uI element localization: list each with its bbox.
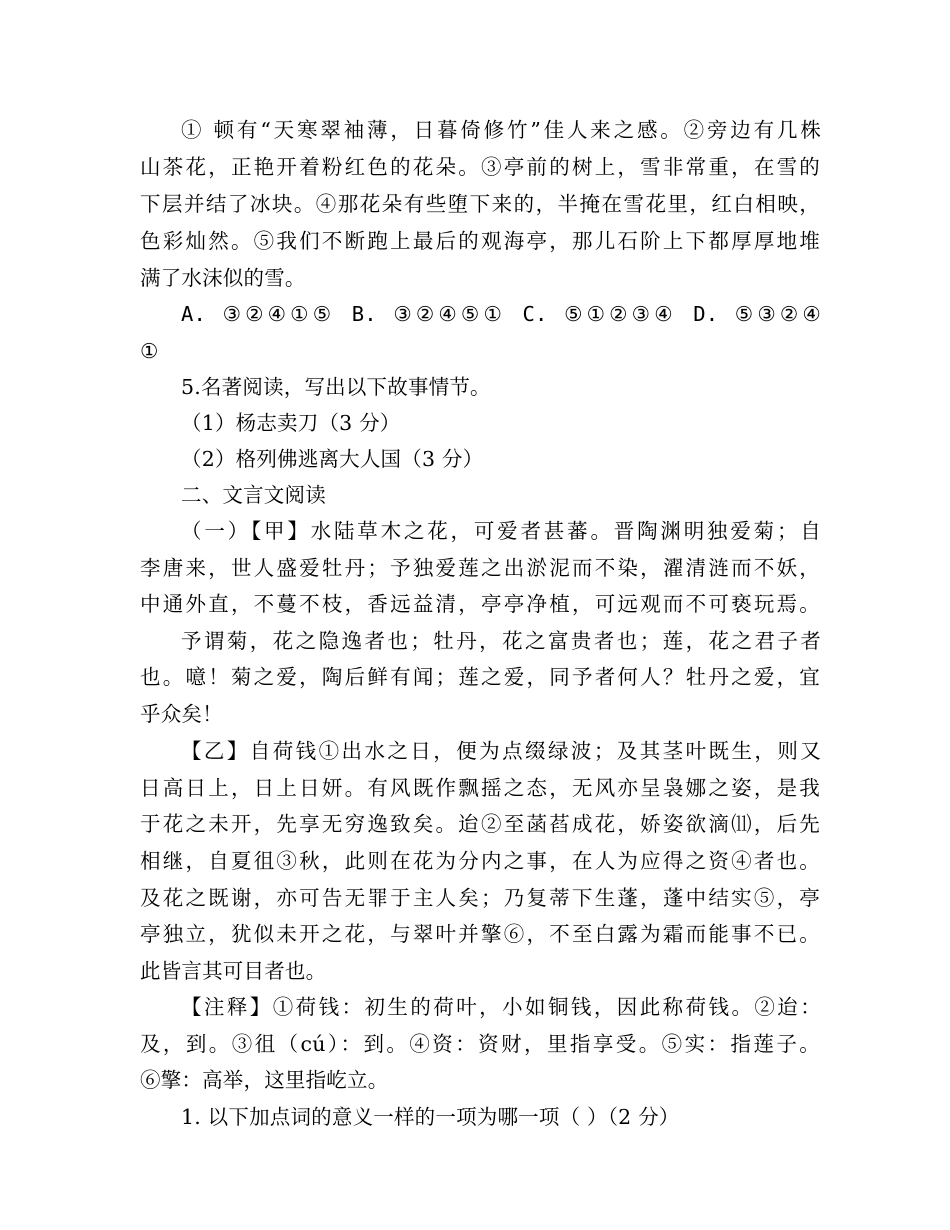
annotation-line: ⑥擎：高举，这里指屹立。 [140, 1068, 389, 1092]
text-line: 于花之未开，先享无穷逸致矣。迨②至菡萏成花，娇姿欲滴⑾，后先 [140, 812, 820, 836]
text-line: 中通外直，不蔓不枝，香远益清，亭亭净植，可远观而不可亵玩焉。 [140, 592, 820, 616]
text-line: 山茶花，正艳开着粉红色的花朵。③亭前的树上，雪非常重，在雪的 [140, 155, 820, 179]
text-line: 相继，自夏徂③秋，此则在花为分内之事，在人为应得之资④者也。 [140, 849, 820, 873]
sub-question: （2）格列佛逃离大人国（3 分） [181, 447, 484, 471]
text-line: 色彩灿然。⑤我们不断跑上最后的观海亭，那儿石阶上下都厚厚地堆 [140, 229, 820, 253]
sub-question: （1）杨志卖刀（3 分） [181, 411, 401, 435]
text-line: 满了水沫似的雪。 [140, 266, 306, 290]
text-line: 也。噫！菊之爱，陶后鲜有闻；莲之爱，同予者何人？牡丹之爱，宜 [140, 665, 820, 689]
section-heading: 二、文言文阅读 [181, 483, 326, 507]
text-line: 乎众矣！ [140, 702, 223, 726]
text-line: ① 顿有“天寒翠袖薄，日暮倚修竹”佳人来之感。②旁边有几株 [181, 118, 821, 142]
answer-options: A. ③②④①⑤ B. ③②④⑤① C. ⑤①②③④ D. ⑤③②④ [181, 302, 821, 326]
text-line: （一）【甲】水陆草木之花，可爱者甚蕃。晋陶渊明独爱菊；自 [181, 519, 821, 543]
text-line: 亭独立，犹似未开之花，与翠叶并擎⑥，不至白露为霜而能事不已。 [140, 922, 820, 946]
text-line: 日高日上，日上日妍。有风既作飘摇之态，无风亦呈袅娜之姿，是我 [140, 776, 820, 800]
text-line: 下层并结了冰块。④那花朵有些堕下来的，半掩在雪花里，红白相映， [140, 192, 820, 216]
annotation-line: 【注释】①荷钱：初生的荷叶，小如铜钱，因此称荷钱。②迨： [181, 995, 821, 1019]
question-heading: 5.名著阅读，写出以下故事情节。 [181, 375, 491, 399]
question-line: 1. 以下加点词的意义一样的一项为哪一项（ ）（2 分） [181, 1105, 680, 1129]
text-line: 此皆言其可目者也。 [140, 959, 327, 983]
text-line: 及花之既谢，亦可告无罪于主人矣；乃复蒂下生蓬，蓬中结实⑤，亭 [140, 886, 820, 910]
annotation-line: 及，到。③徂（cú）：到。④资：资财，里指享受。⑤实：指莲子。 [140, 1032, 820, 1056]
text-line: 予谓菊，花之隐逸者也；牡丹，花之富贵者也；莲，花之君子者 [181, 629, 821, 653]
text-line: ① [140, 339, 159, 363]
text-line: 李唐来，世人盛爱牡丹；予独爱莲之出淤泥而不染，濯清涟而不妖， [140, 556, 820, 580]
text-line: 【乙】自荷钱①出水之日，便为点缀绿波；及其茎叶既生，则又 [181, 739, 821, 763]
